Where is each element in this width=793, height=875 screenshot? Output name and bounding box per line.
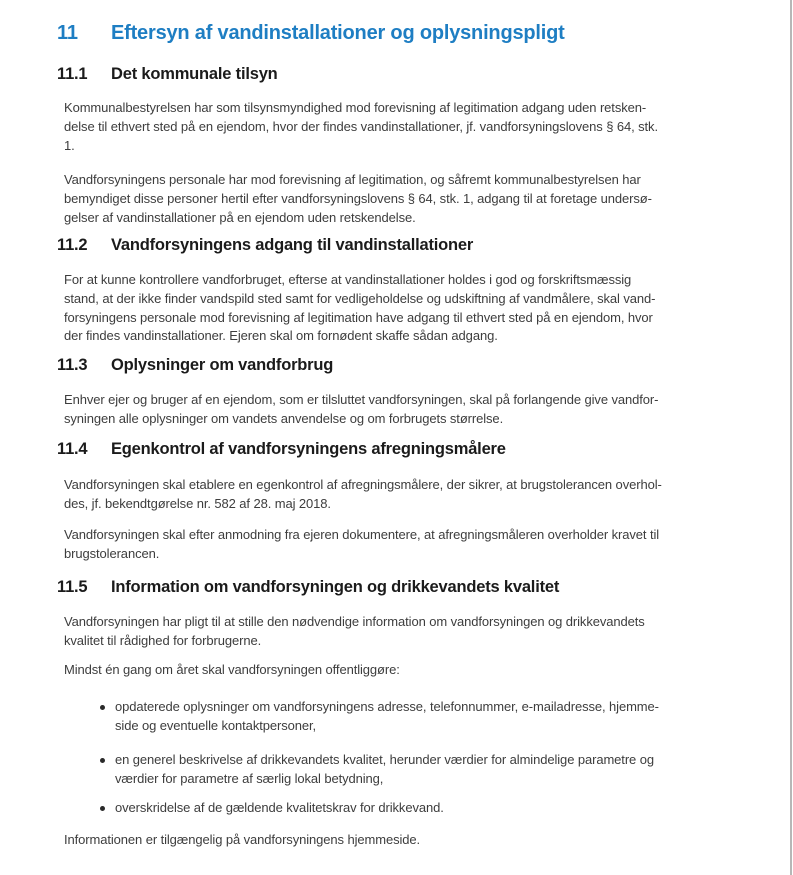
paragraph-line: Mindst én gang om året skal vandforsyningen offentliggøre: xyxy=(64,662,400,677)
list-item xyxy=(100,799,760,818)
bullet-dot-icon xyxy=(100,758,105,763)
list-item xyxy=(100,698,760,736)
section-heading-11-5 xyxy=(57,577,559,597)
paragraph-line: brugstolerancen. xyxy=(64,545,160,561)
section-heading-11-3 xyxy=(57,355,333,375)
paragraph xyxy=(64,526,764,564)
section-heading-11-1 xyxy=(57,64,278,84)
section-heading-11-4 xyxy=(57,439,506,459)
paragraph-line: kvalitet til rådighed for forbrugerne. xyxy=(64,632,262,648)
section-number: 11.5 xyxy=(57,578,88,596)
section-heading-11-2 xyxy=(57,235,473,255)
paragraph-line: der findes vandinstallationer. Ejeren skal om fornødent skaffe sådan adgang. xyxy=(64,328,498,344)
page-edge-line xyxy=(790,0,792,875)
section-title: Information om vandforsyningen og drikkevandets kvalitet xyxy=(111,578,560,596)
chapter-heading xyxy=(57,21,565,45)
paragraph xyxy=(64,171,764,227)
chapter-number: 11 xyxy=(57,22,78,44)
paragraph xyxy=(64,391,764,429)
paragraph-line: Vandforsyningen har pligt til at stille den nødvendige information om vandforsyningen og drikkevandets xyxy=(64,614,645,629)
list-item xyxy=(100,751,760,789)
section-number: 11.2 xyxy=(57,236,88,254)
paragraph xyxy=(64,613,764,651)
paragraph-line: delse til ethvert sted på en ejendom, hvor der findes vandinstallationer, jf. vandforsyningslovens § 64, stk. xyxy=(64,118,658,134)
list-item-line: overskridelse af de gældende kvalitetskrav for drikkevand. xyxy=(115,800,444,815)
paragraph-line: forsyningens personale mod forevisning af legitimation have adgang til ethvert sted på en ejendom, hvor xyxy=(64,309,653,325)
bullet-dot-icon xyxy=(100,705,105,710)
paragraph xyxy=(64,661,764,680)
paragraph xyxy=(64,476,764,514)
list-item-line: opdaterede oplysninger om vandforsyningens adresse, telefonnummer, e-mailadresse, hjemme- xyxy=(115,699,659,714)
section-number: 11.4 xyxy=(57,440,88,458)
section-title: Oplysninger om vandforbrug xyxy=(111,356,334,374)
paragraph-line: syningen alle oplysninger om vandets anvendelse og om forbrugets størrelse. xyxy=(64,410,504,426)
paragraph-line: des, jf. bekendtgørelse nr. 582 af 28. maj 2018. xyxy=(64,495,331,511)
chapter-title: Eftersyn af vandinstallationer og oplysningspligt xyxy=(111,22,565,44)
bullet-dot-icon xyxy=(100,806,105,811)
section-title: Vandforsyningens adgang til vandinstallationer xyxy=(111,236,474,254)
paragraph xyxy=(64,271,764,346)
section-number: 11.1 xyxy=(57,65,88,83)
paragraph xyxy=(64,99,764,155)
section-title: Det kommunale tilsyn xyxy=(111,65,278,83)
paragraph-line: stand, at der ikke finder vandspild sted samt for vedligeholdelse og udskiftning af vandmålere, skal vand- xyxy=(64,290,656,306)
paragraph-line: Vandforsyningen skal efter anmodning fra ejeren dokumentere, at afregningsmåleren overholder kravet til xyxy=(64,527,660,542)
paragraph-line: For at kunne kontrollere vandforbruget, efterse at vandinstallationer holdes i god og forskriftsmæssig xyxy=(64,272,632,287)
list-item-line: side og eventuelle kontaktpersoner, xyxy=(115,717,317,733)
paragraph-line: Vandforsyningens personale har mod forevisning af legitimation, og såfremt kommunalbestyrelsen har xyxy=(64,172,641,187)
section-title: Egenkontrol af vandforsyningens afregningsmålere xyxy=(111,440,506,458)
list-item-line: en generel beskrivelse af drikkevandets kvalitet, herunder værdier for almindelige parametre og xyxy=(115,752,654,767)
closing-paragraph xyxy=(64,831,764,850)
paragraph-line: Enhver ejer og bruger af en ejendom, som er tilsluttet vandforsyningen, skal på forlangende give vandfor- xyxy=(64,392,659,407)
paragraph-line: Vandforsyningen skal etablere en egenkontrol af afregningsmålere, der sikrer, at brugstolerancen overhol- xyxy=(64,477,662,492)
paragraph-line: Kommunalbestyrelsen har som tilsynsmyndighed mod forevisning af legitimation adgang uden retsken- xyxy=(64,100,647,115)
paragraph-line: Informationen er tilgængelig på vandforsyningens hjemmeside. xyxy=(64,832,421,847)
section-number: 11.3 xyxy=(57,356,88,374)
paragraph-line: gelser af vandinstallationer på en ejendom uden retskendelse. xyxy=(64,209,416,225)
list-item-line: værdier for parametre af særlig lokal betydning, xyxy=(115,770,384,786)
paragraph-line: 1. xyxy=(64,137,75,153)
paragraph-line: bemyndiget disse personer hertil efter vandforsyningslovens § 64, stk. 1, adgang til at foretage undersø- xyxy=(64,190,652,206)
